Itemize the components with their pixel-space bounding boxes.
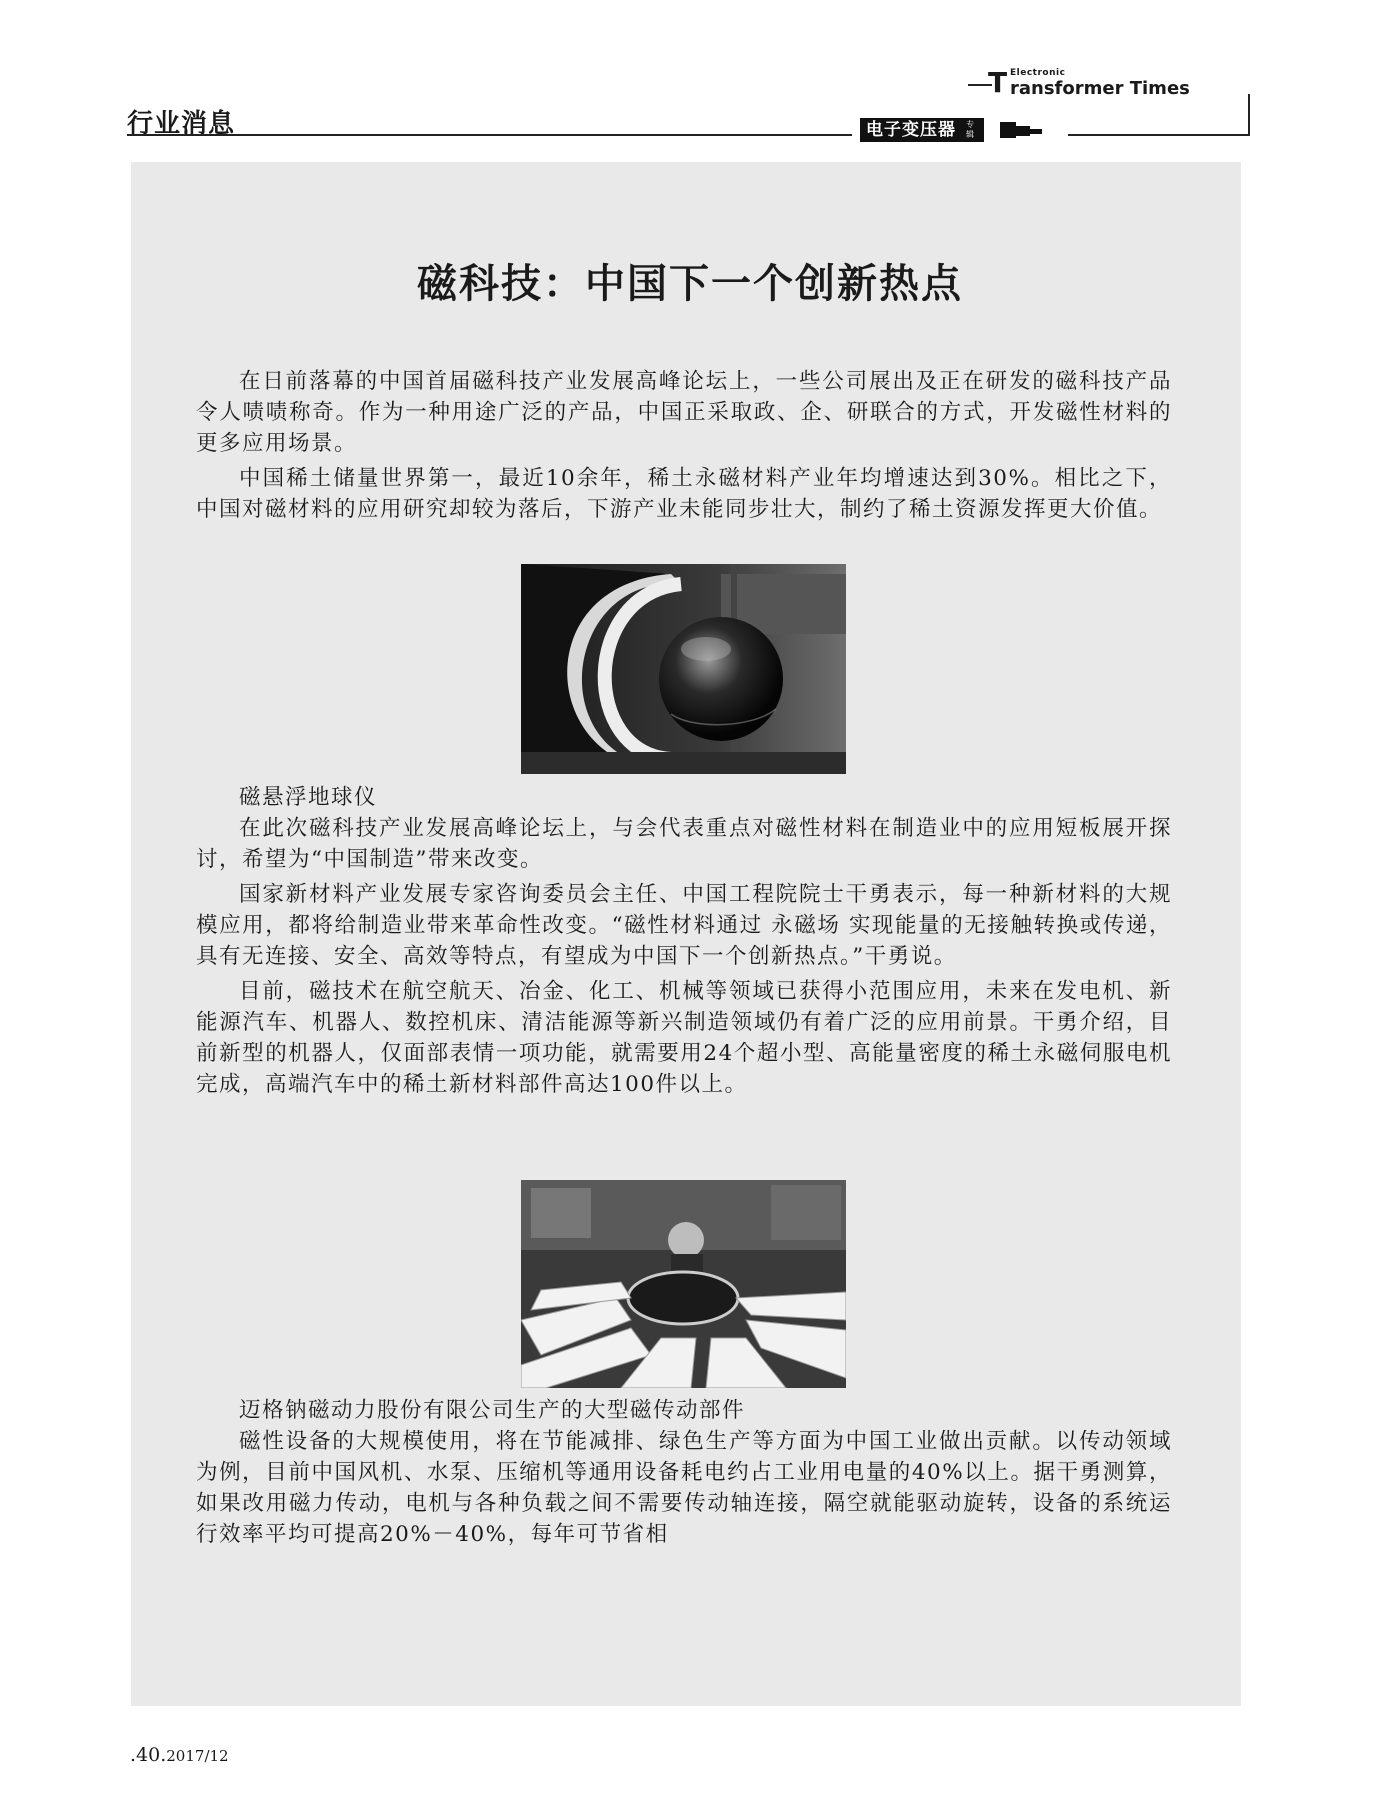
header-rule-right [1068,134,1250,136]
article-section-2 [196,782,1172,1104]
brand-top-word: Electronic [1010,68,1066,78]
section-label: 行业消息 [127,109,236,139]
page-number: .40. [130,1744,167,1766]
photo-caption: 迈格钠磁动力股份有限公司生产的大型磁传动部件 [239,1398,746,1423]
brand-name: ransformer Times [1010,78,1190,99]
article-title: 磁科技：中国下一个创新热点 [417,260,963,307]
paragraph: 在日前落幕的中国首届磁科技产业发展高峰论坛上，一些公司展出及正在研发的磁科技产品令人啧啧称奇。作为一种用途广泛的产品，中国正采取政、企、研联合的方式，开发磁性材料的更多应用场景。 [196,369,1172,456]
paragraph: 磁性设备的大规模使用，将在节能减排、绿色生产等方面为中国工业做出贡献。以传动领域为例，目前中国风机、水泵、压缩机等通用设备耗电约占工业用电量的40%以上。据干勇测算，如果改用磁力传动，电机与各种负载之间不需要传动轴连接，隔空就能驱动旋转，设备的系统运行效率平均可提高20%－40%，每年可节省相 [196,1429,1172,1547]
brand-corner-line [1238,94,1250,134]
journal-badge [860,118,1046,142]
issue-date: 2017/12 [166,1747,229,1765]
badge-main: 电子变压器 [860,118,984,142]
paragraph: 国家新材料产业发展专家咨询委员会主任、中国工程院院士干勇表示，每一种新材料的大规模应用，都将给制造业带来革命性改变。“磁性材料通过 永磁场 实现能量的无接触转换或传递，具有无连接、安全、高效等特点，有望成为中国下一个创新热点。”干勇说。 [196,882,1172,969]
paragraph: 中国稀土储量世界第一，最近10余年，稀土永磁材料产业年均增速达到30%。相比之下，中国对磁材料的应用研究却较为落后，下游产业未能同步壮大，制约了稀土资源发挥更大价值。 [196,466,1172,522]
badge-sub: 专辑 [966,120,974,139]
photo-caption: 磁悬浮地球仪 [239,785,378,810]
header-rule-left [127,134,852,136]
brand-initial: T [988,66,1008,99]
article-section-1 [196,366,1172,529]
page-footer [130,1744,229,1766]
levitating-globe-photo [521,564,846,774]
magnetic-drive-photo [521,1180,846,1388]
paragraph: 在此次磁科技产业发展高峰论坛上，与会代表重点对磁性材料在制造业中的应用短板展开探讨，希望为“中国制造”带来改变。 [196,816,1172,872]
paragraph: 目前，磁技术在航空航天、冶金、化工、机械等领域已获得小范围应用，未来在发电机、新能源汽车、机器人、数控机床、清洁能源等新兴制造领域仍有着广泛的应用前景。干勇介绍，目前新型的机器人，仅面部表情一项功能，就需要用24个超小型、高能量密度的稀土永磁伺服电机完成，高端汽车中的稀土新材料部件高达100件以上。 [196,979,1172,1097]
article-section-3 [196,1395,1172,1554]
badge-step-decoration [1000,118,1080,142]
